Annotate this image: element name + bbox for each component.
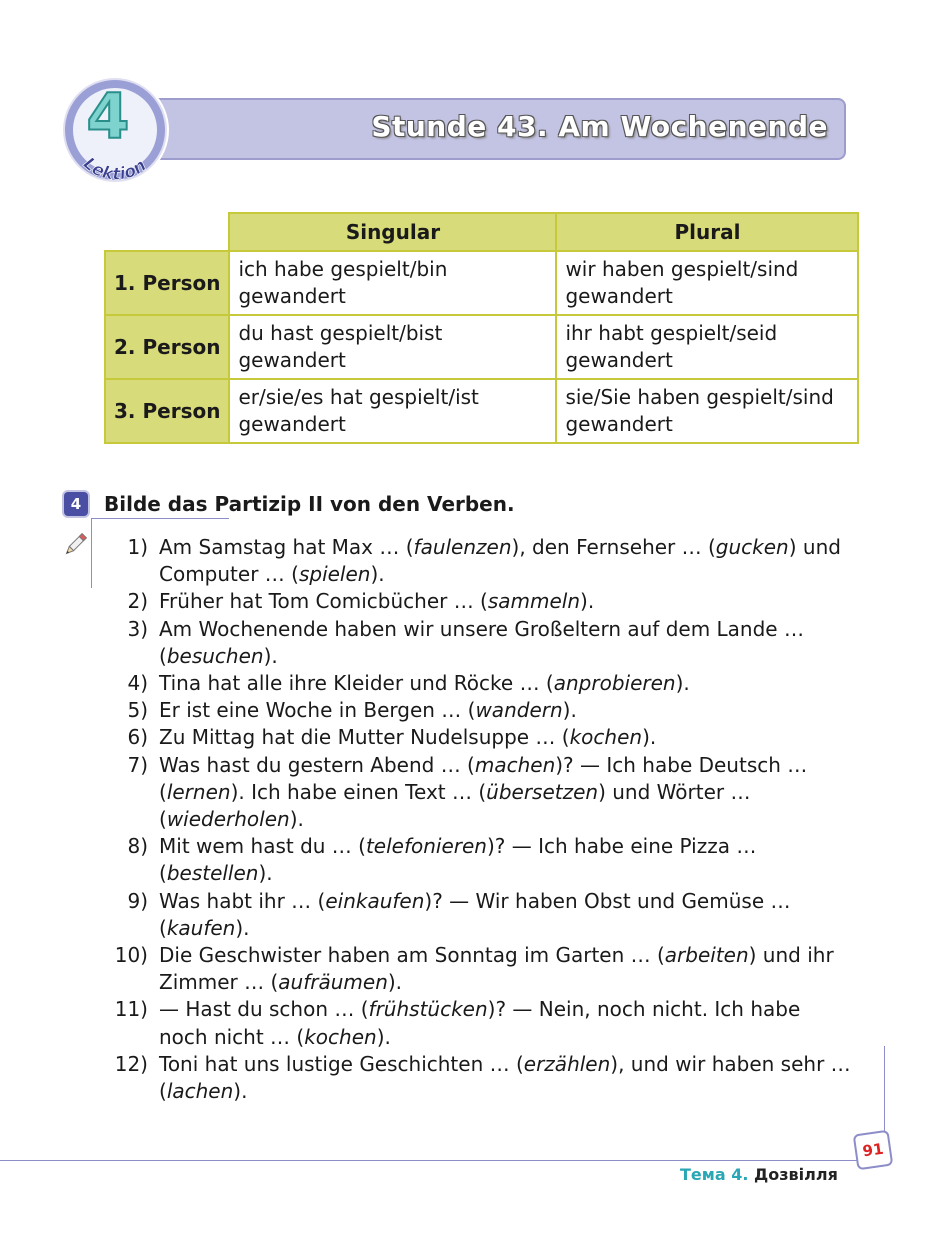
lesson-header-bar (150, 98, 846, 160)
item-text: Was hast du gestern Abend … (machen)? — Ich habe Deutsch … (lernen). Ich habe einen Text … (übersetzen) und Wörter … (wiederholen). (159, 752, 808, 832)
lesson-number: 4 (86, 80, 130, 153)
table-row (105, 315, 858, 379)
pencil-icon (60, 530, 90, 560)
exercise-title: Bilde das Partizip II von den Verben. (104, 492, 515, 516)
verb-infinitive: machen (474, 752, 556, 777)
page-number: 91 (853, 1130, 894, 1171)
table-cell: wir haben gespielt/sind gewandert (556, 251, 858, 315)
column-header-plural: Plural (556, 213, 858, 251)
table-row (105, 379, 858, 443)
verb-infinitive: wiederholen (166, 807, 290, 832)
list-item (104, 534, 854, 588)
item-text: Am Wochenende haben wir unsere Großeltern auf dem Lande … (besuchen). (159, 616, 804, 668)
item-text: — Hast du schon … (frühstücken)? — Nein, noch nicht. Ich habe noch nicht … (kochen). (159, 997, 801, 1049)
list-item (104, 588, 854, 615)
item-number: 5) (127, 698, 148, 723)
table-header-row (105, 213, 858, 251)
exercise-number-badge: 4 (64, 492, 88, 516)
verb-infinitive: lernen (166, 779, 231, 804)
list-item (104, 616, 854, 670)
verb-infinitive: arbeiten (664, 943, 749, 968)
item-number: 3) (127, 616, 148, 641)
item-number: 2) (127, 589, 148, 614)
list-item (104, 1051, 854, 1105)
table-row (105, 251, 858, 315)
list-item (104, 833, 854, 887)
verb-infinitive: gucken (715, 535, 789, 559)
verb-infinitive: faulenzen (413, 535, 512, 559)
footer-theme (680, 1165, 838, 1184)
table-cell: er/sie/es hat gespielt/ist gewandert (229, 379, 556, 443)
row-header: 2. Person (105, 315, 229, 379)
verb-infinitive: spielen (298, 562, 371, 587)
verb-infinitive: erzählen (523, 1051, 611, 1076)
item-text: Früher hat Tom Comicbücher … (sammeln). (159, 589, 595, 614)
item-text: Am Samstag hat Max … (faulenzen), den Fernseher … (gucken) und Computer … (spielen). (159, 535, 841, 587)
item-number: 1) (127, 535, 148, 559)
list-item (104, 752, 854, 834)
item-text: Zu Mittag hat die Mutter Nudelsuppe … (kochen). (159, 725, 657, 750)
item-text: Tina hat alle ihre Kleider und Röcke … (anprobieren). (159, 671, 690, 696)
verb-infinitive: kochen (569, 725, 643, 750)
item-text: Toni hat uns lustige Geschichten … (erzählen), und wir haben sehr … (lachen). (159, 1051, 851, 1104)
exercise-divider-vertical (91, 518, 92, 588)
verb-infinitive: telefonieren (365, 834, 487, 859)
verb-infinitive: anprobieren (553, 671, 676, 696)
table-cell: ich habe gespielt/bin gewandert (229, 251, 556, 315)
verb-infinitive: kaufen (166, 915, 236, 940)
column-header-singular: Singular (229, 213, 556, 251)
verb-infinitive: wandern (475, 698, 563, 723)
item-number: 9) (127, 888, 148, 913)
verb-infinitive: aufräumen (278, 970, 388, 995)
verb-infinitive: lachen (166, 1079, 234, 1104)
conjugation-table (104, 212, 859, 444)
list-item (104, 942, 854, 996)
verb-infinitive: sammeln (487, 589, 581, 614)
list-item (104, 996, 854, 1050)
page-title: Stunde 43. Am Wochenende (371, 110, 828, 143)
theme-prefix: Тема 4. (680, 1165, 749, 1184)
table-corner (105, 213, 229, 251)
item-number: 6) (127, 725, 148, 750)
footer-divider (0, 1160, 858, 1161)
verb-infinitive: einkaufen (325, 888, 425, 913)
item-number: 12) (114, 1051, 148, 1076)
verb-infinitive: frühstücken (368, 997, 488, 1022)
list-item (104, 697, 854, 724)
exercise-list (104, 534, 854, 1105)
list-item (104, 670, 854, 697)
verb-infinitive: übersetzen (486, 779, 599, 804)
exercise-divider (91, 518, 229, 519)
item-text: Mit wem hast du … (telefonieren)? — Ich habe eine Pizza … (bestellen). (159, 834, 757, 886)
item-number: 11) (114, 997, 148, 1022)
verb-infinitive: bestellen (166, 861, 259, 886)
table-cell: ihr habt gespielt/seid gewandert (556, 315, 858, 379)
verb-infinitive: kochen (304, 1024, 377, 1049)
item-text: Er ist eine Woche in Bergen … (wandern). (159, 698, 577, 723)
item-number: 8) (127, 834, 148, 859)
item-number: 10) (114, 943, 148, 968)
row-header: 1. Person (105, 251, 229, 315)
item-text: Die Geschwister haben am Sonntag im Garten … (arbeiten) und ihr Zimmer … (aufräumen). (159, 943, 834, 995)
list-item (104, 888, 854, 942)
table-cell: sie/Sie haben gespielt/sind gewandert (556, 379, 858, 443)
list-item (104, 724, 854, 751)
item-text: Was habt ihr … (einkaufen)? — Wir haben Obst und Gemüse … (kaufen). (159, 888, 791, 940)
item-number: 4) (127, 671, 148, 696)
page-margin-line (884, 1046, 885, 1144)
table-cell: du hast gespielt/bist gewandert (229, 315, 556, 379)
lektion-badge (58, 70, 178, 190)
lesson-label: Lektion (79, 153, 151, 185)
item-number: 7) (127, 752, 148, 777)
verb-infinitive: besuchen (166, 643, 264, 668)
row-header: 3. Person (105, 379, 229, 443)
theme-name: Дозвілля (754, 1165, 838, 1184)
